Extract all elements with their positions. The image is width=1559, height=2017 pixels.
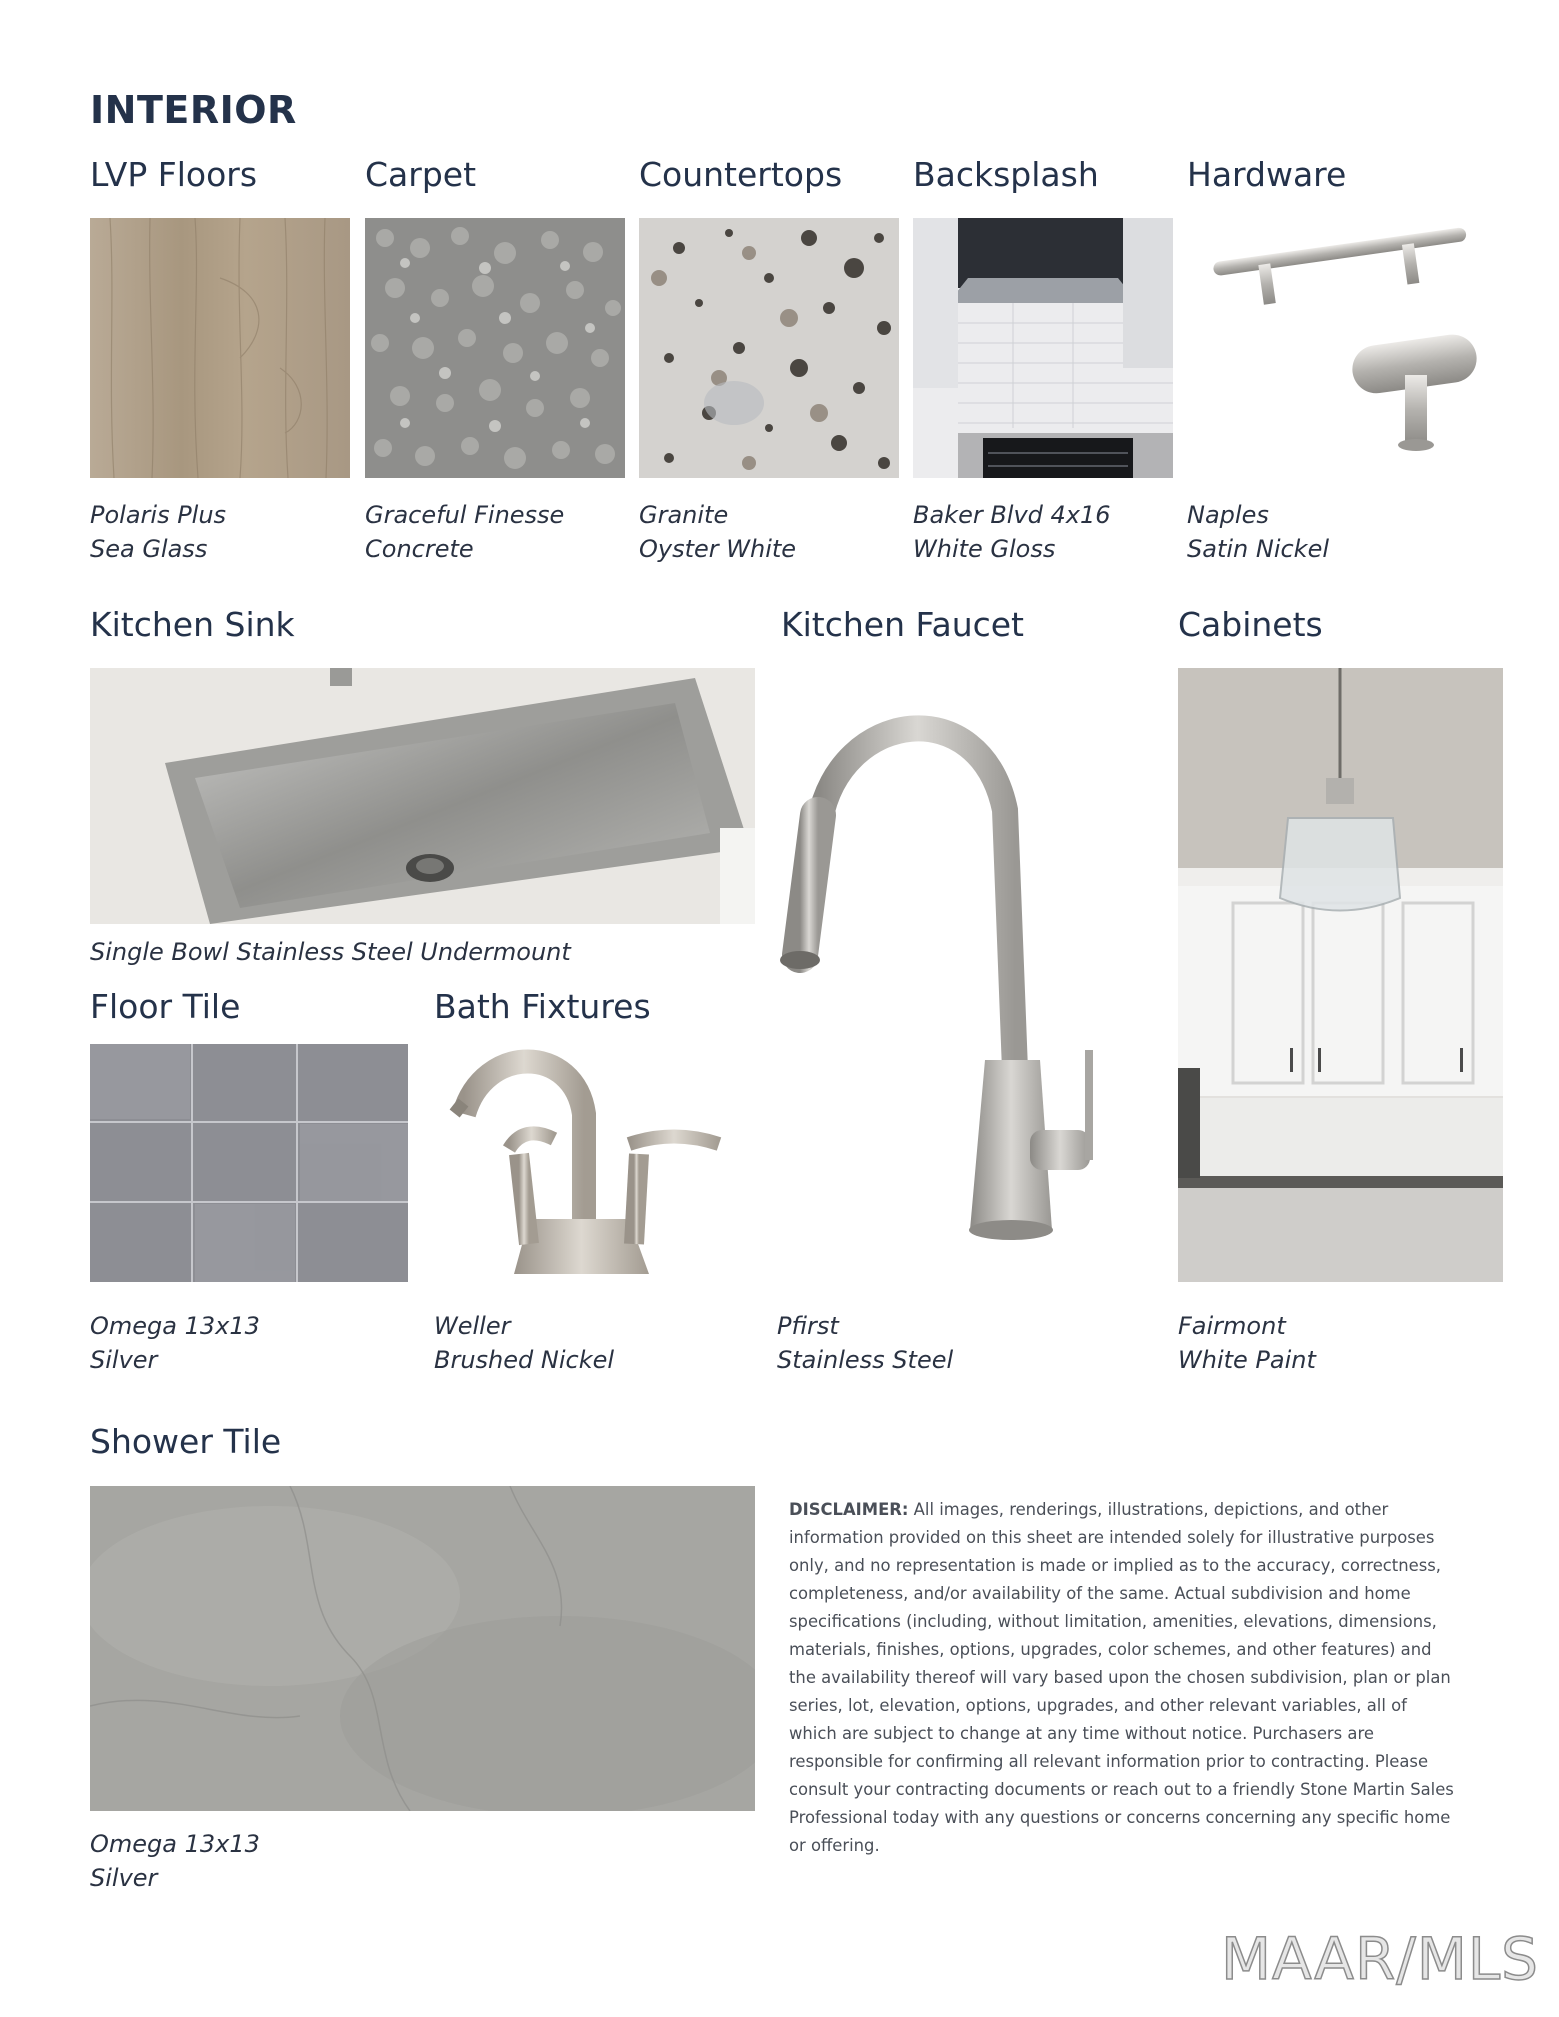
cabinet-pull-hardware (1187, 190, 1487, 480)
caption-countertops: Granite Oyster White (639, 501, 797, 563)
stainless-sink (90, 668, 755, 924)
caption-cabinets: Fairmont White Paint (1178, 1312, 1316, 1374)
category-kitchen-faucet: Kitchen Faucet (781, 605, 1024, 644)
disclaimer-body: All images, renderings, illustrations, depictions, and other information provided on this sheet are intended solely for illustrative purposes only, and no representation is made or implied as to the accuracy, correctness, completeness, and/or availability of the same. Actual subdivision and home specifications (including, without limitation, amenities, elevations, dimensions, materials, finishes, options, upgrades, color schemes, and other features) and the availability thereof will vary based upon the chosen subdivision, plan or plan series, lot, elevation, options, upgrades, and other relevant variables, all of which are subject to change at any time without notice. Purchasers are responsible for confirming all relevant information prior to contracting. Please consult your contracting documents or reach out to a friendly Stone Martin Sales Professional today with any questions or concerns concerning any specific home or offering. (789, 1500, 1454, 1855)
caption-lvp-floors: Polaris Plus Sea Glass (90, 501, 227, 563)
category-kitchen-sink: Kitchen Sink (90, 605, 295, 644)
carpet-swatch (365, 218, 625, 478)
category-cabinets: Cabinets (1178, 605, 1323, 644)
caption-backsplash: Baker Blvd 4x16 White Gloss (913, 501, 1111, 563)
category-backsplash: Backsplash (913, 155, 1099, 194)
caption-carpet: Graceful Finesse Concrete (365, 501, 565, 563)
category-lvp-floors: LVP Floors (90, 155, 258, 194)
category-countertops: Countertops (639, 155, 843, 194)
caption-floor-tile: Omega 13x13 Silver (90, 1312, 260, 1374)
kitchen-faucet (780, 690, 1140, 1250)
mls-watermark: MAAR/MLS (1220, 1925, 1539, 1993)
section-title: INTERIOR (90, 88, 297, 132)
bath-faucet (434, 1044, 734, 1284)
caption-kitchen-sink: Single Bowl Stainless Steel Undermount (90, 938, 571, 966)
wood-plank-swatch (90, 218, 350, 478)
floor-tile-swatch (90, 1044, 408, 1282)
white-cabinets-kitchen (1178, 668, 1503, 1282)
category-floor-tile: Floor Tile (90, 987, 241, 1026)
disclaimer-text (789, 1496, 1459, 1860)
caption-shower-tile: Omega 13x13 Silver (90, 1830, 260, 1892)
granite-swatch (639, 218, 899, 478)
shower-tile-swatch (90, 1486, 755, 1811)
caption-kitchen-faucet: Pfirst Stainless Steel (777, 1312, 954, 1374)
category-carpet: Carpet (365, 155, 477, 194)
caption-bath-fixtures: Weller Brushed Nickel (434, 1312, 615, 1374)
caption-hardware: Naples Satin Nickel (1187, 501, 1330, 563)
category-hardware: Hardware (1187, 155, 1347, 194)
disclaimer-label: DISCLAIMER: (789, 1500, 909, 1519)
category-bath-fixtures: Bath Fixtures (434, 987, 651, 1026)
subway-tile-backsplash (913, 218, 1173, 478)
category-shower-tile: Shower Tile (90, 1422, 282, 1461)
